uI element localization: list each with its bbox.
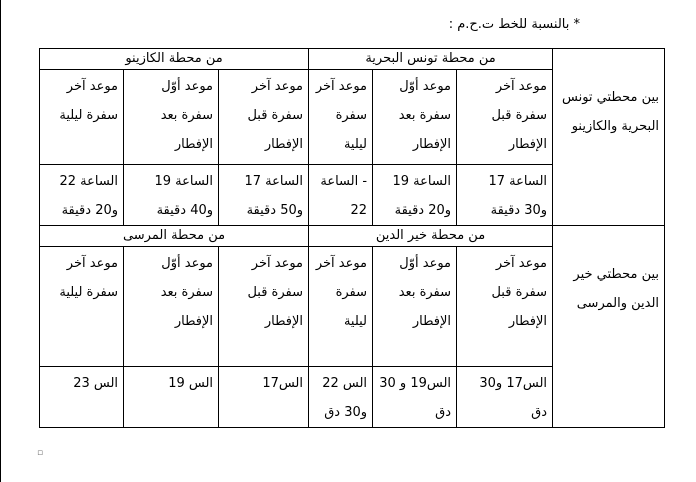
time-cell: الساعة 22 و20 دقيقة [40,165,124,226]
time-cell: الساعة 19 و20 دقيقة [373,165,457,226]
group-header: من محطة الكازينو [40,49,309,70]
route-label-cell: بين محطتي تونس البحرية والكازينو [553,49,665,226]
column-header: موعد آخر سفرة قبل الإفطار [457,70,553,165]
column-header: موعد آخر سفرة ليلية [309,247,373,367]
time-cell: الس 23 [40,367,124,428]
group-header: من محطة المرسى [40,226,309,247]
route-label-cell: بين محطتي خير الدين والمرسى [553,226,665,428]
time-cell: الس19 و 30 دق [373,367,457,428]
time-cell: - الساعة 22 [309,165,373,226]
time-cell: الس17 [219,367,309,428]
time-cell: الس 19 [124,367,219,428]
time-cell: الس 22 و30 دق [309,367,373,428]
column-header: موعد أوّل سفرة بعد الإفطار [373,70,457,165]
time-cell: الساعة 17 و50 دقيقة [219,165,309,226]
column-header: موعد آخر سفرة قبل الإفطار [457,247,553,367]
column-header: موعد آخر سفرة ليلية [40,247,124,367]
time-cell: الساعة 17 و30 دقيقة [457,165,553,226]
column-header: موعد أوّل سفرة بعد الإفطار [124,247,219,367]
column-header: موعد آخر سفرة ليلية [309,70,373,165]
paragraph-mark-icon: ▫ [37,448,44,458]
column-header: موعد أوّل سفرة بعد الإفطار [373,247,457,367]
column-header: موعد آخر سفرة ليلية [40,70,124,165]
page-left-border [0,0,1,482]
column-header: موعد أوّل سفرة بعد الإفطار [124,70,219,165]
column-header: موعد آخر سفرة قبل الإفطار [219,247,309,367]
table-row [40,49,665,70]
time-cell: الس17 و30 دق [457,367,553,428]
column-header: موعد آخر سفرة قبل الإفطار [219,70,309,165]
table-row [40,226,665,247]
group-header: من محطة تونس البحرية [309,49,553,70]
time-cell: الساعة 19 و40 دقيقة [124,165,219,226]
schedule-table [39,48,665,428]
group-header: من محطة خير الدين [309,226,553,247]
section-heading: * بالنسبة للخط ت.ح.م : [448,17,580,32]
